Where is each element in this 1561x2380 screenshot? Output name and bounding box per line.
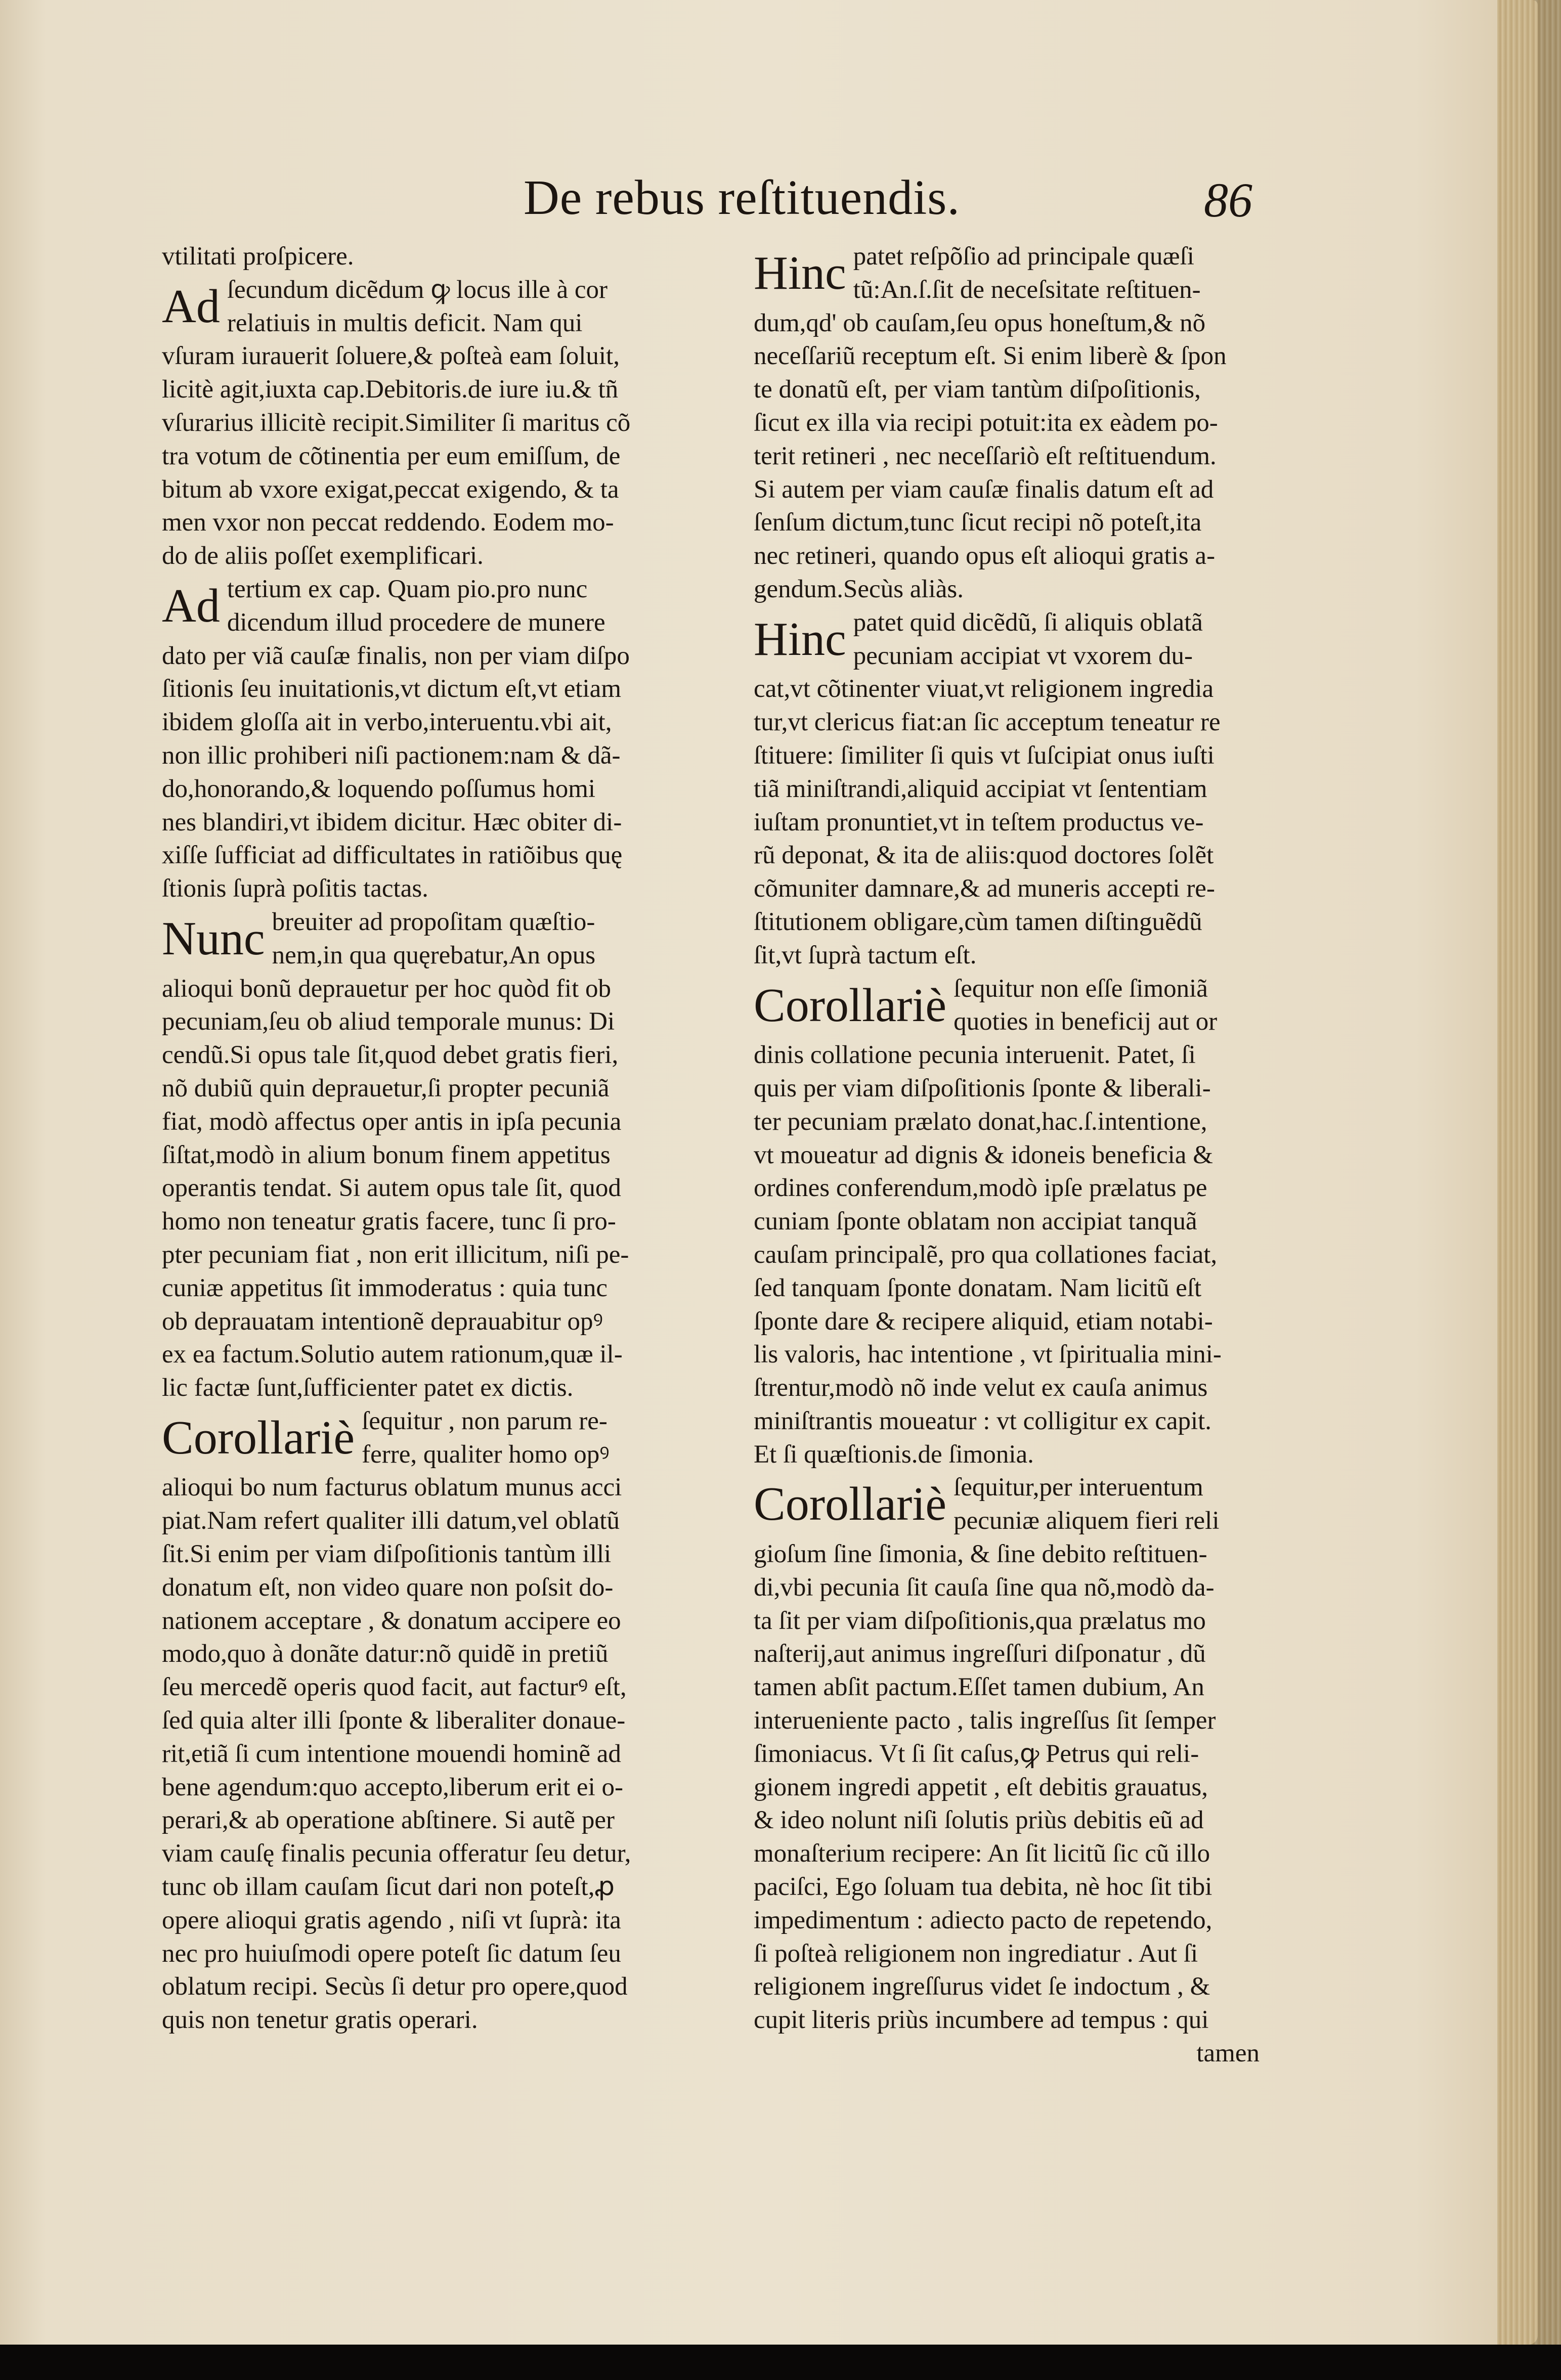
indented-opening xyxy=(754,606,1260,673)
text-line: cendũ.Si opus tale ſit,quod debet gratis fieri, xyxy=(162,1041,619,1070)
text-line: ta ſit per viam diſpoſitionis,qua prælatus mo xyxy=(754,1606,1206,1635)
text-line: ibidem gloſſa ait in verbo,interuentu.vbi ait, xyxy=(162,708,612,737)
text-line: bene agendum:quo accepto,liberum erit ei o- xyxy=(162,1773,623,1801)
text-line: quis non tenetur gratis operari. xyxy=(162,2006,478,2035)
paragraph xyxy=(162,274,698,573)
text-line: te donatũ eſt, per viam tantùm diſpoſitionis, xyxy=(754,375,1201,404)
text-line: gendum.Secùs aliàs. xyxy=(754,575,964,603)
text-line: pecuniam,ſeu ob aliud temporale munus: Di xyxy=(162,1007,615,1036)
background-shadow xyxy=(0,2345,1561,2380)
text-line: cupit literis priùs incumbere ad tempus : qui xyxy=(754,2006,1209,2035)
text-line: pter pecuniam fiat , non erit illicitum, niſi pe- xyxy=(162,1240,629,1269)
display-initial: Corollariè xyxy=(754,1478,947,1531)
text-line: cõmuniter damnare,& ad muneris accepti re- xyxy=(754,874,1215,903)
text-line: ſeu mercedẽ operis quod facit, aut facturꝰ eſt, xyxy=(162,1673,627,1702)
left-column xyxy=(162,240,698,2037)
text-line: naſterij,aut animus ingreſſuri diſponatur , dũ xyxy=(754,1640,1206,1668)
text-line: donatum eſt, non video quare non poſsit do- xyxy=(162,1573,614,1602)
indented-opening xyxy=(754,1471,1260,1538)
indented-opening xyxy=(162,906,698,973)
text-line: dum,qd' ob cauſam,ſeu opus honeſtum,& nõ xyxy=(754,308,1206,337)
text-line: & ideo nolunt niſi ſolutis priùs debitis eũ ad xyxy=(754,1806,1204,1835)
text-line: rũ deponat, & ita de aliis:quod doctores ſolẽt xyxy=(754,841,1214,870)
text-line: cuniæ appetitus ſit immoderatus : quia tunc xyxy=(162,1273,608,1302)
text-line: nationem acceptare , & donatum accipere eo xyxy=(162,1606,621,1635)
text-line: ter pecuniam prælato donat,hac.ſ.intentione, xyxy=(754,1107,1207,1136)
paragraph xyxy=(754,606,1260,973)
text-line: patet quid dicẽdũ, ſi aliquis oblatã xyxy=(853,608,1203,637)
right-column xyxy=(754,240,1260,2070)
text-line: breuiter ad propoſitam quæſtio- xyxy=(272,907,595,936)
text-line: modo,quo à donãte datur:nõ quidẽ in pretiũ xyxy=(162,1640,609,1668)
text-line: cat,vt cõtinenter viuat,vt religionem ingredia xyxy=(754,675,1214,703)
text-line: ex ea factum.Solutio autem rationum,quæ il- xyxy=(162,1340,623,1369)
text-line: ſicut ex illa via recipi potuit:ita ex eàdem po- xyxy=(754,408,1218,437)
display-initial: Corollariè xyxy=(162,1411,355,1464)
text-line: licitè agit,iuxta cap.Debitoris.de iure iu.& tñ xyxy=(162,375,619,404)
text-line: do,honorando,& loquendo poſſumus homi xyxy=(162,774,596,803)
display-initial: Hinc xyxy=(754,247,846,299)
text-line: tiã miniſtrandi,aliquid accipiat vt ſententiam xyxy=(754,774,1207,803)
text-line: nõ dubiũ quin deprauetur,ſi propter pecuniã xyxy=(162,1074,610,1103)
text-line: vſurarius illicitè recipit.Similiter ſi maritus cõ xyxy=(162,408,631,437)
page-edge xyxy=(1497,0,1561,2380)
paragraph xyxy=(162,573,698,906)
text-line: ſequitur,per interuentum xyxy=(953,1473,1203,1502)
text-line: tũ:An.ſ.ſit de neceſsitate reſtituen- xyxy=(853,275,1201,304)
text-line: ſtitutionem obligare,cùm tamen diſtinguẽdũ xyxy=(754,907,1202,936)
paragraph xyxy=(162,1405,698,2037)
text-line: dinis collatione pecunia interuenit. Patet, ſi xyxy=(754,1041,1196,1070)
display-initial: Ad xyxy=(162,579,220,632)
text-line: ſit.Si enim per viam diſpoſitionis tantùm illi xyxy=(162,1540,612,1569)
text-line: tertium ex cap. Quam pio.pro nunc xyxy=(227,575,588,603)
text-line: perari,& ab operatione abſtinere. Si autẽ per xyxy=(162,1806,615,1835)
text-line: men vxor non peccat reddendo. Eodem mo- xyxy=(162,508,614,537)
text-line: alioqui bonũ deprauetur per hoc quòd fit ob xyxy=(162,974,612,1003)
text-line: ſecundum dicẽdum ꝙ locus ille à cor xyxy=(227,275,608,304)
indented-opening xyxy=(754,973,1260,1039)
text-line: quoties in beneficij aut or xyxy=(953,1007,1218,1036)
text-line: interueniente pacto , talis ingreſſus ſit ſemper xyxy=(754,1706,1216,1735)
text-line: miniſtrantis moueatur : vt colligitur ex capit. xyxy=(754,1406,1212,1435)
running-title: De rebus reſtituendis. xyxy=(524,170,960,225)
paragraph xyxy=(754,2037,1260,2070)
text-line: Et ſi quæſtionis.de ſimonia. xyxy=(754,1440,1034,1469)
text-line: rit,etiã ſi cum intentione mouendi hominẽ ad xyxy=(162,1739,621,1768)
text-line: nes blandiri,vt ibidem dicitur. Hæc obiter di- xyxy=(162,808,622,836)
text-line: gioſum ſine ſimonia, & ſine debito reſtituen- xyxy=(754,1540,1207,1569)
text-line: nec pro huiuſmodi opere poteſt ſic datum ſeu xyxy=(162,1939,621,1968)
text-line: paciſci, Ego ſoluam tua debita, nè hoc ſit tibi xyxy=(754,1873,1212,1902)
folio-number: 86 xyxy=(1204,173,1252,227)
text-line: lis valoris, hac intentione , vt ſpiritualia mini- xyxy=(754,1340,1222,1369)
text-line: gionem ingredi appetit , eſt debitis grauatus, xyxy=(754,1773,1208,1801)
text-line: quis per viam diſpoſitionis ſponte & liberali- xyxy=(754,1074,1211,1103)
text-line: nec retineri, quando opus eſt alioqui gratis a- xyxy=(754,542,1216,570)
text-line: terit retineri , nec neceſſariò eſt reſtituendum. xyxy=(754,442,1217,470)
indented-opening xyxy=(754,240,1260,307)
text-line: operantis tendat. Si autem opus tale ſit, quod xyxy=(162,1174,621,1203)
text-line: ſtrentur,modò nõ inde velut ex cauſa animus xyxy=(754,1374,1208,1402)
text-line: fiat, modò affectus oper antis in ipſa pecunia xyxy=(162,1107,622,1136)
text-line: ſiſtat,modò in alium bonum finem appetitus xyxy=(162,1140,611,1169)
text-line: vt moueatur ad dignis & idoneis beneficia & xyxy=(754,1140,1213,1169)
text-line: alioqui bo num facturus oblatum munus acci xyxy=(162,1473,622,1502)
display-initial: Nunc xyxy=(162,912,265,965)
text-line: monaſterium recipere: An ſit licitũ ſic cũ illo xyxy=(754,1839,1210,1868)
text-line: vſuram iurauerit ſoluere,& poſteà eam ſoluit, xyxy=(162,342,620,371)
text-line: di,vbi pecunia ſit cauſa ſine qua nõ,modò da- xyxy=(754,1573,1215,1602)
indented-opening xyxy=(162,1405,698,1472)
paragraph xyxy=(162,906,698,1405)
indented-opening xyxy=(162,573,698,640)
text-line: homo non teneatur gratis facere, tunc ſi pro- xyxy=(162,1207,616,1236)
text-line: nem,in qua quęrebatur,An opus xyxy=(272,941,596,969)
text-line: tra votum de cõtinentia per eum emiſſum, de xyxy=(162,442,621,470)
text-line: pecuniæ aliquem fieri reli xyxy=(953,1507,1220,1535)
text-line: iuſtam pronuntiet,vt in teſtem productus ve- xyxy=(754,808,1204,836)
text-line: cuniam ſponte oblatam non accipiat tanquã xyxy=(754,1207,1197,1236)
text-line: ſitionis ſeu inuitationis,vt dictum eſt,vt etiam xyxy=(162,675,621,703)
text-line: ſtionis ſuprà poſitis tactas. xyxy=(162,874,428,903)
text-line: ſed tanquam ſponte donatam. Nam licitũ eſt xyxy=(754,1273,1202,1302)
text-line: dato per viã cauſæ finalis, non per viam diſpo xyxy=(162,641,630,670)
text-line: piat.Nam refert qualiter illi datum,vel oblatũ xyxy=(162,1507,620,1535)
text-line: ſequitur , non parum re- xyxy=(362,1406,608,1435)
text-line: ferre, qualiter homo opꝰ xyxy=(362,1440,610,1469)
text-line: impedimentum : adiecto pacto de repetendo, xyxy=(754,1906,1212,1934)
text-line: ſponte dare & recipere aliquid, etiam notabi- xyxy=(754,1307,1213,1336)
text-line: do de aliis poſſet exemplificari. xyxy=(162,542,484,570)
text-line: ſtituere: ſimiliter ſi quis vt ſuſcipiat onus iuſti xyxy=(754,741,1215,770)
text-line: ſed quia alter illi ſponte & liberaliter donaue- xyxy=(162,1706,626,1735)
text-line: neceſſariũ receptum eſt. Si enim liberè & ſpon xyxy=(754,342,1227,371)
text-line: ſenſum dictum,tunc ſicut recipi nõ poteſt,ita xyxy=(754,508,1202,537)
text-line: ſit,vt ſuprà tactum eſt. xyxy=(754,941,977,969)
paragraph xyxy=(754,240,1260,606)
text-line: tamen abſit pactum.Eſſet tamen dubium, An xyxy=(754,1673,1204,1702)
display-initial: Ad xyxy=(162,280,220,333)
text-line: vtilitati proſpicere. xyxy=(162,242,354,271)
text-line: ob deprauatam intentionẽ deprauabitur opꝰ xyxy=(162,1307,603,1336)
catchword: tamen xyxy=(1196,2039,1260,2068)
display-initial: Hinc xyxy=(754,612,846,666)
text-line: lic factæ ſunt,ſufficienter patet ex dictis. xyxy=(162,1374,574,1402)
text-line: non illic prohiberi niſi pactionem:nam & dã- xyxy=(162,741,621,770)
paragraph xyxy=(754,973,1260,1472)
text-line: ordines conferendum,modò ipſe prælatus pe xyxy=(754,1174,1207,1203)
text-line: relatiuis in multis deficit. Nam qui xyxy=(227,308,583,337)
text-line: cauſam principalẽ, pro qua collationes faciat, xyxy=(754,1240,1218,1269)
text-line: opere alioqui gratis agendo , niſi vt ſuprà: ita xyxy=(162,1906,621,1934)
text-line: xiſſe ſufficiat ad difficultates in ratiõibus quę xyxy=(162,841,623,870)
text-line: pecuniam accipiat vt vxorem du- xyxy=(853,641,1193,670)
indented-opening xyxy=(162,274,698,340)
text-line: Si autem per viam cauſæ finalis datum eſt ad xyxy=(754,475,1214,504)
paragraph xyxy=(162,240,698,274)
text-line: tunc ob illam cauſam ſicut dari non poteſt,ꝓ xyxy=(162,1873,615,1902)
text-line: ſimoniacus. Vt ſi ſit caſus,ꝙ Petrus qui reli- xyxy=(754,1739,1199,1768)
text-line: religionem ingreſſurus videt ſe indoctum , & xyxy=(754,1972,1210,2001)
text-line: dicendum illud procedere de munere xyxy=(227,608,605,637)
text-line: ſi poſteà religionem non ingrediatur . Aut ſi xyxy=(754,1939,1198,1968)
text-line: ſequitur non eſſe ſimoniã xyxy=(953,974,1208,1003)
paragraph xyxy=(754,1471,1260,2037)
text-line: patet reſpõſio ad principale quæſi xyxy=(853,242,1194,271)
text-line: bitum ab vxore exigat,peccat exigendo, & ta xyxy=(162,475,619,504)
text-line: tur,vt clericus fiat:an ſic acceptum teneatur re xyxy=(754,708,1221,737)
text-line: viam cauſę finalis pecunia offeratur ſeu detur, xyxy=(162,1839,631,1868)
display-initial: Corollariè xyxy=(754,979,947,1032)
text-line: oblatum recipi. Secùs ſi detur pro opere,quod xyxy=(162,1972,628,2001)
